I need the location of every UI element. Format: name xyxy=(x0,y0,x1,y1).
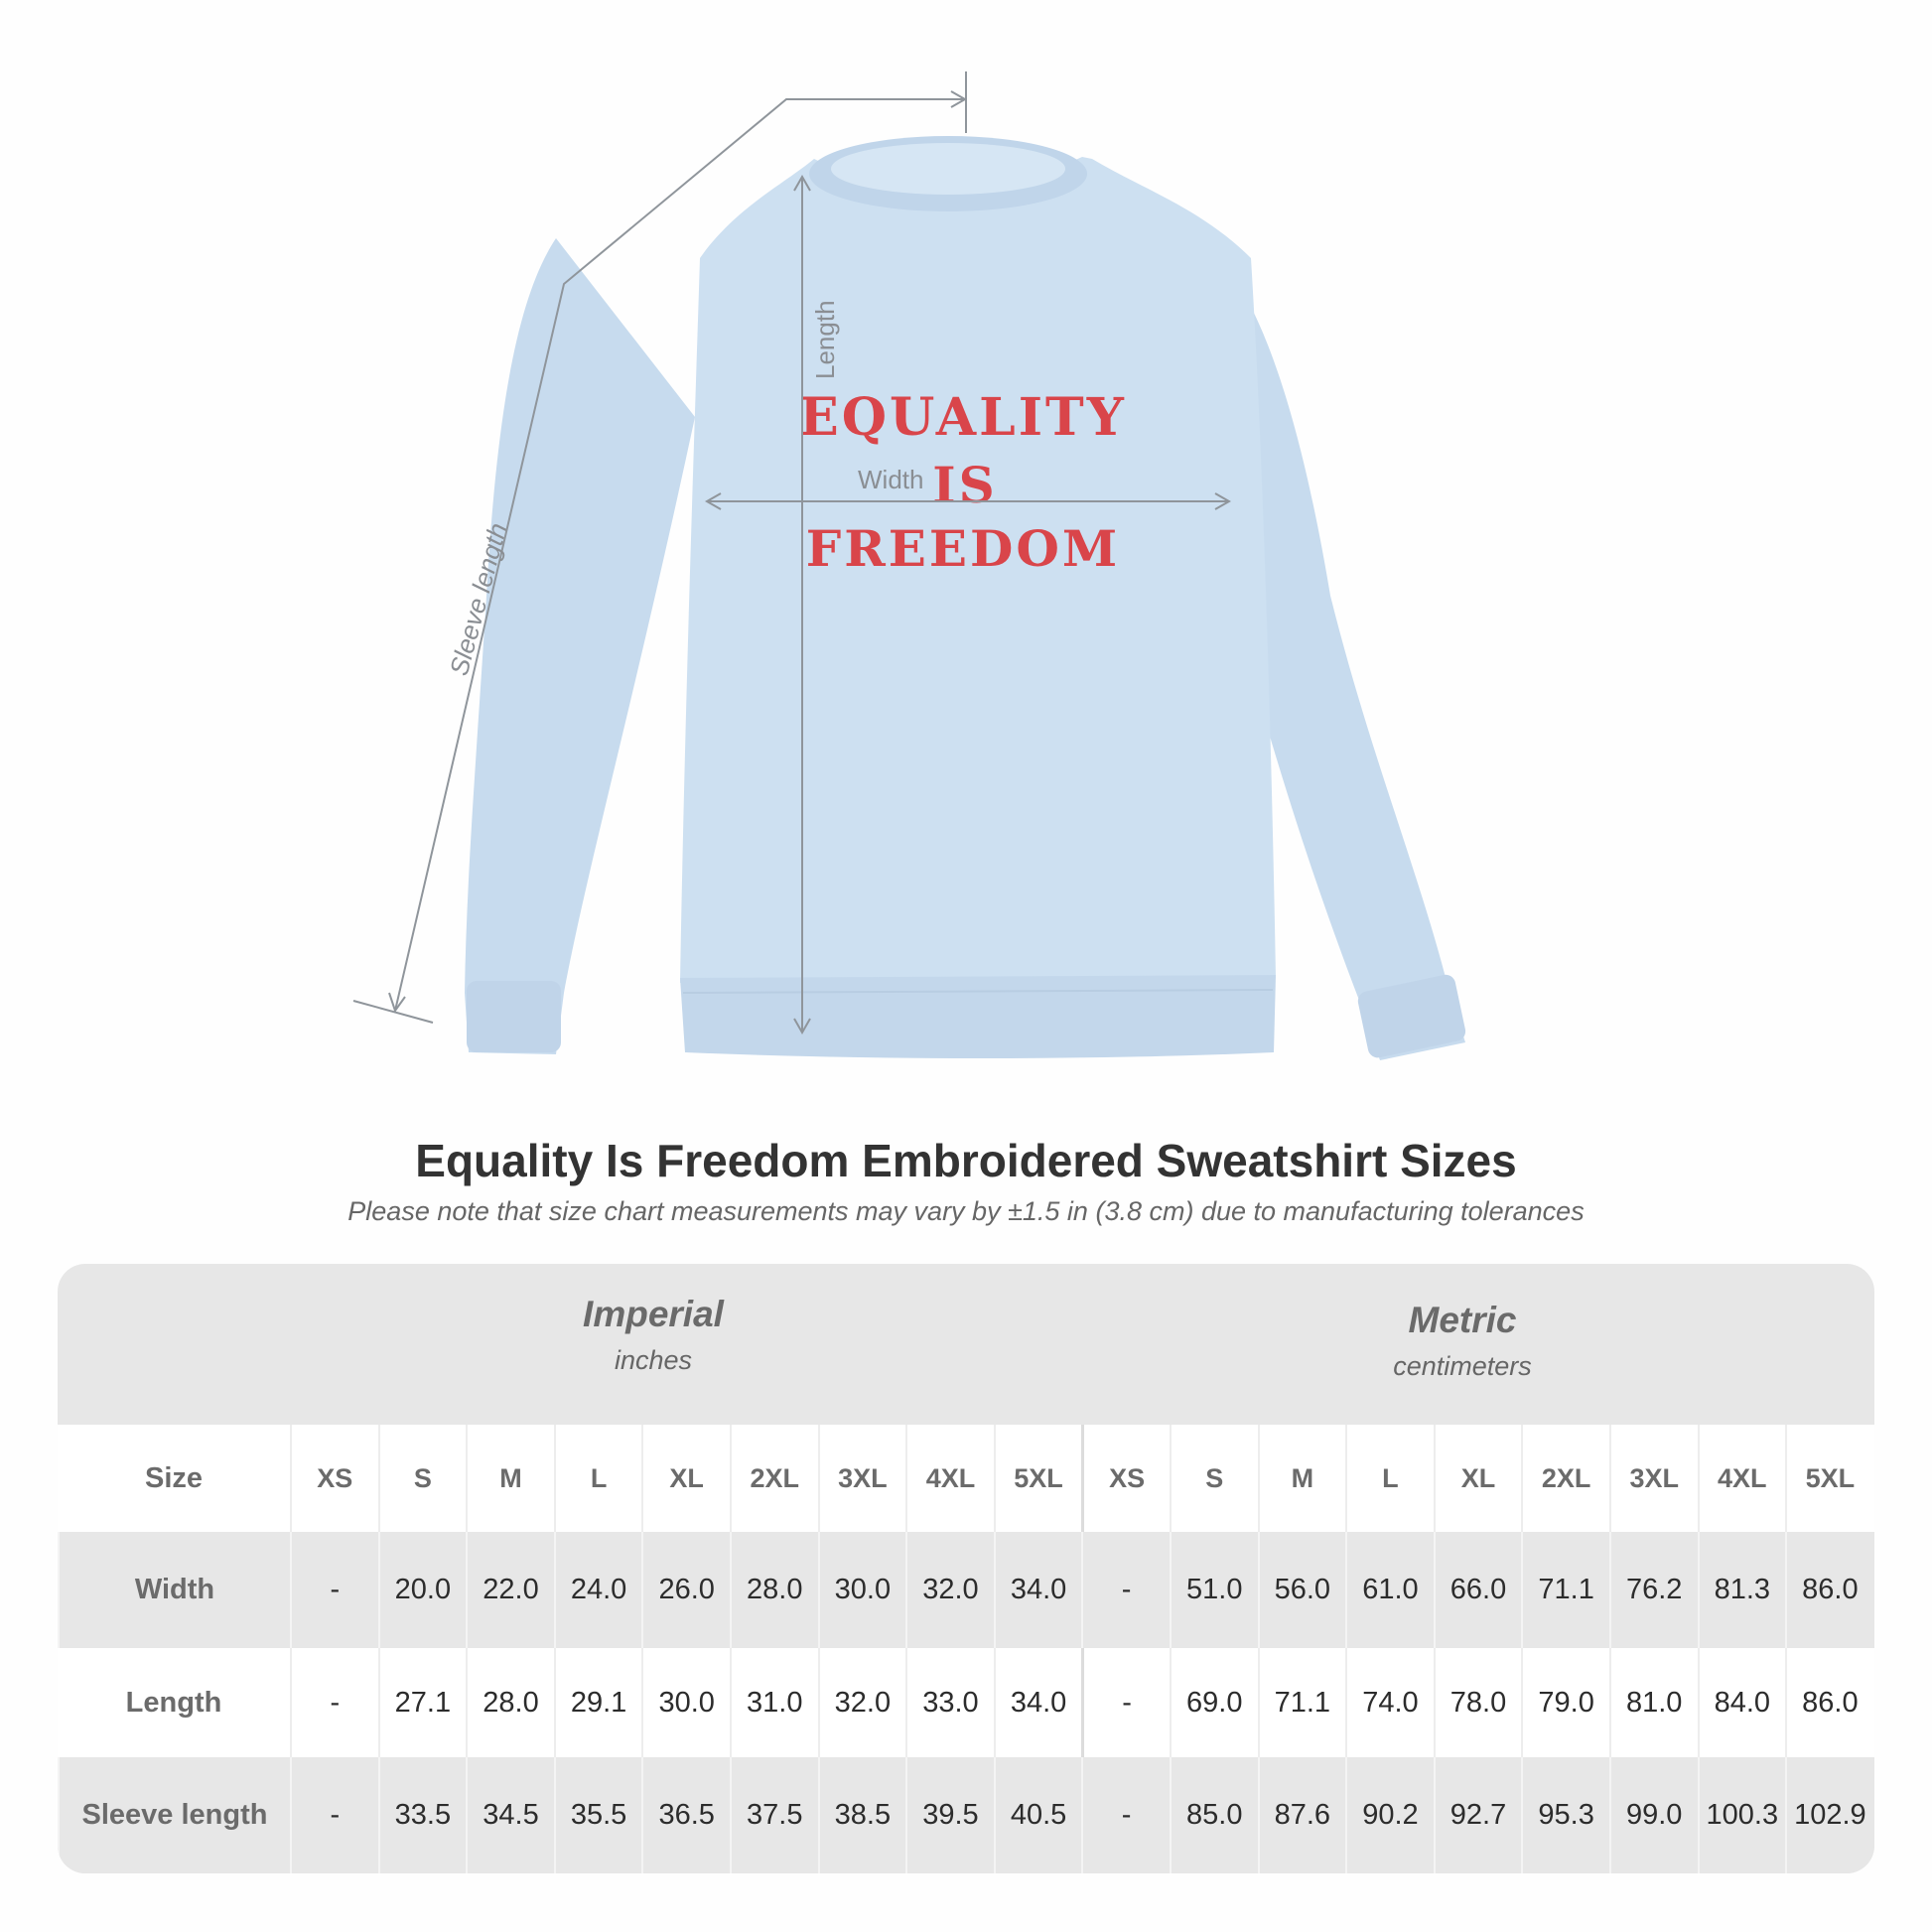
table-cell: 39.5 xyxy=(905,1757,994,1873)
table-cell: 102.9 xyxy=(1785,1757,1873,1873)
table-cell: 34.5 xyxy=(466,1757,554,1873)
size-header-cell: 5XL xyxy=(1785,1425,1873,1532)
embroidery-line-1: EQUALITY xyxy=(799,387,1127,448)
width-row xyxy=(58,1532,1874,1648)
table-cell: 90.2 xyxy=(1345,1757,1434,1873)
sleeve-length-row xyxy=(58,1757,1874,1873)
table-cell: 37.5 xyxy=(730,1757,818,1873)
sleeve-length-label: Sleeve length xyxy=(443,519,513,679)
size-header-cell: 5XL xyxy=(994,1425,1082,1532)
table-cell: - xyxy=(1081,1532,1170,1648)
size-header-row xyxy=(58,1425,1874,1532)
table-cell: 24.0 xyxy=(554,1532,642,1648)
size-header-cell: 2XL xyxy=(730,1425,818,1532)
size-header-cell: S xyxy=(378,1425,467,1532)
length-row xyxy=(58,1648,1874,1757)
length-label: Length xyxy=(810,300,840,379)
metric-title: Metric xyxy=(1408,1300,1517,1340)
table-cell: 81.0 xyxy=(1609,1648,1698,1757)
table-cell: 27.1 xyxy=(378,1648,467,1757)
page-title: Equality Is Freedom Embroidered Sweatshirt Sizes xyxy=(415,1135,1517,1186)
size-header-cell: XS xyxy=(1081,1425,1170,1532)
row-label: Sleeve length xyxy=(58,1757,290,1873)
table-cell: 92.7 xyxy=(1434,1757,1522,1873)
table-cell: 35.5 xyxy=(554,1757,642,1873)
size-header-cell: 4XL xyxy=(905,1425,994,1532)
table-cell: - xyxy=(1081,1757,1170,1873)
table-cell: 86.0 xyxy=(1785,1648,1873,1757)
table-cell: 40.5 xyxy=(994,1757,1082,1873)
table-cell: 31.0 xyxy=(730,1648,818,1757)
table-cell: 66.0 xyxy=(1434,1532,1522,1648)
table-cell: 71.1 xyxy=(1258,1648,1346,1757)
embroidery-line-2: IS xyxy=(932,456,998,514)
table-cell: - xyxy=(290,1532,378,1648)
table-cell: 81.3 xyxy=(1698,1532,1786,1648)
size-header-label: Size xyxy=(144,1461,204,1494)
table-cell: 95.3 xyxy=(1521,1757,1609,1873)
table-cell: 100.3 xyxy=(1698,1757,1786,1873)
table-cell: 33.0 xyxy=(905,1648,994,1757)
table-cell: 56.0 xyxy=(1258,1532,1346,1648)
table-cell: 74.0 xyxy=(1345,1648,1434,1757)
table-cell: 76.2 xyxy=(1609,1532,1698,1648)
table-cell: - xyxy=(1081,1648,1170,1757)
table-cell: 32.0 xyxy=(818,1648,906,1757)
table-cell: 33.5 xyxy=(378,1757,467,1873)
table-cell: 71.1 xyxy=(1521,1532,1609,1648)
table-cell: - xyxy=(290,1648,378,1757)
table-cell: 26.0 xyxy=(641,1532,730,1648)
table-cell: 32.0 xyxy=(905,1532,994,1648)
embroidery-line-3: FREEDOM xyxy=(805,519,1121,578)
left-cuff xyxy=(467,981,561,1052)
table-cell: 22.0 xyxy=(466,1532,554,1648)
size-header-cell: XS xyxy=(290,1425,378,1532)
table-cell: 34.0 xyxy=(994,1648,1082,1757)
left-sleeve xyxy=(465,238,695,1054)
table-cell: 36.5 xyxy=(641,1757,730,1873)
size-header-cell: 3XL xyxy=(818,1425,906,1532)
size-header-cell: L xyxy=(1345,1425,1434,1532)
waistband xyxy=(680,975,1276,1058)
table-cell: 51.0 xyxy=(1170,1532,1258,1648)
imperial-group-header xyxy=(256,1294,1050,1376)
table-cell: 38.5 xyxy=(818,1757,906,1873)
size-header-cell: 3XL xyxy=(1609,1425,1698,1532)
table-cell: 28.0 xyxy=(730,1532,818,1648)
table-cell: 99.0 xyxy=(1609,1757,1698,1873)
table-cell: 84.0 xyxy=(1698,1648,1786,1757)
table-cell: 85.0 xyxy=(1170,1757,1258,1873)
size-table xyxy=(58,1264,1874,1873)
metric-group-header xyxy=(1050,1300,1874,1382)
table-cell: 28.0 xyxy=(466,1648,554,1757)
size-header-cell: S xyxy=(1170,1425,1258,1532)
table-cell: 30.0 xyxy=(818,1532,906,1648)
size-header-cell: XL xyxy=(1434,1425,1522,1532)
imperial-unit: inches xyxy=(614,1345,693,1375)
table-cell: 29.1 xyxy=(554,1648,642,1757)
size-header-cell: XL xyxy=(641,1425,730,1532)
metric-unit: centimeters xyxy=(1393,1351,1532,1381)
imperial-title: Imperial xyxy=(583,1294,724,1334)
table-cell: - xyxy=(290,1757,378,1873)
row-label: Width xyxy=(58,1532,290,1648)
row-label: Length xyxy=(125,1686,222,1719)
table-cell: 69.0 xyxy=(1170,1648,1258,1757)
width-label: Width xyxy=(858,465,924,494)
table-cell: 34.0 xyxy=(994,1532,1082,1648)
table-cell: 86.0 xyxy=(1785,1532,1873,1648)
size-header-cell: 4XL xyxy=(1698,1425,1786,1532)
sweatshirt-body xyxy=(465,136,1467,1060)
table-cell: 30.0 xyxy=(641,1648,730,1757)
tolerance-note: Please note that size chart measurements may vary by ±1.5 in (3.8 cm) due to manufacturing tolerances xyxy=(347,1196,1585,1226)
size-header-cell: M xyxy=(466,1425,554,1532)
table-cell: 61.0 xyxy=(1345,1532,1434,1648)
size-header-cell: M xyxy=(1258,1425,1346,1532)
table-cell: 87.6 xyxy=(1258,1757,1346,1873)
size-header-cell: L xyxy=(554,1425,642,1532)
table-cell: 79.0 xyxy=(1521,1648,1609,1757)
size-header-cell: 2XL xyxy=(1521,1425,1609,1532)
table-cell: 78.0 xyxy=(1434,1648,1522,1757)
table-cell: 20.0 xyxy=(378,1532,467,1648)
